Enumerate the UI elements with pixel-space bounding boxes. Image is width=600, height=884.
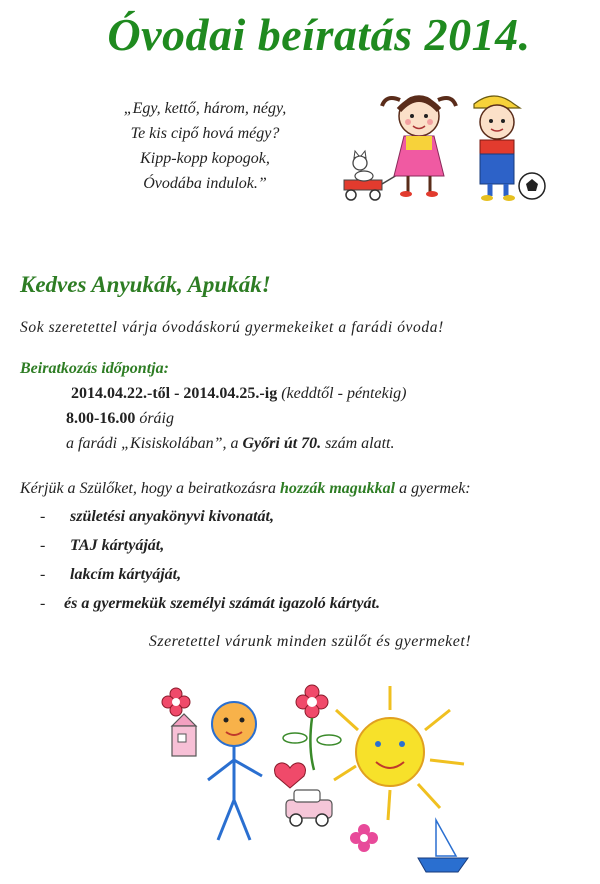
poem xyxy=(60,96,350,196)
list-item-text: és a gyermekük személyi számát igazoló kártyát. xyxy=(64,595,380,612)
enrollment-heading: Beiratkozás időpontja: xyxy=(20,360,169,377)
enrollment-place xyxy=(66,435,395,453)
hours-bold: 8.00-16.00 xyxy=(66,410,136,427)
request-post: a gyermek: xyxy=(399,480,471,497)
list-marker: - xyxy=(40,595,46,612)
boy-icon xyxy=(474,96,520,201)
children-illustration xyxy=(340,88,550,208)
cat-icon xyxy=(353,151,373,181)
list-item-text: születési anyakönyvi kivonatát, xyxy=(70,508,274,525)
place-pre: a farádi „Kisiskolában”, a xyxy=(66,435,239,452)
dates-bold: 2014.04.22.-től - 2014.04.25.-ig xyxy=(71,385,278,402)
flower-stem-icon xyxy=(283,685,341,770)
enrollment-dates xyxy=(71,385,406,403)
enrollment-hours xyxy=(66,410,174,428)
intro-text: Sok szeretettel várja óvodáskorú gyermekeiket a farádi óvoda! xyxy=(20,319,444,336)
list-marker: - xyxy=(40,508,46,525)
car-icon xyxy=(286,790,332,826)
poem-line: Óvodába indulok.” xyxy=(143,175,267,192)
closing-text: Szeretettel várunk minden szülőt és gyermeket! xyxy=(148,633,472,650)
crayon-drawing-illustration xyxy=(150,680,470,884)
dates-note: (keddtől - péntekig) xyxy=(281,385,407,402)
heart-icon xyxy=(275,763,306,788)
request-highlight: hozzák magukkal xyxy=(279,480,396,497)
poem-line: „Egy, kettő, három, négy, xyxy=(123,100,287,117)
list-marker: - xyxy=(40,537,46,554)
address-bold: Győri út 70. xyxy=(242,435,322,452)
soccer-ball-icon xyxy=(519,173,545,199)
request-text xyxy=(20,480,471,498)
flower-icon xyxy=(162,688,190,716)
sun-icon xyxy=(334,686,464,820)
list-item-text: TAJ kártyáját, xyxy=(70,537,165,554)
place-post: szám alatt. xyxy=(325,435,395,452)
list-marker: - xyxy=(40,566,46,583)
child-drawing-icon xyxy=(208,702,262,840)
hours-rest: óráig xyxy=(139,410,174,427)
greeting-heading: Kedves Anyukák, Apukák! xyxy=(20,272,271,297)
list-item-text: lakcím kártyáját, xyxy=(70,566,182,583)
girl-icon xyxy=(382,96,456,197)
poem-line: Te kis cipő hová mégy? xyxy=(130,125,280,142)
poem-line: Kipp-kopp kopogok, xyxy=(140,150,270,167)
house-icon xyxy=(172,714,196,756)
request-pre: Kérjük a Szülőket, hogy a beiratkozásra xyxy=(20,480,276,497)
boat-icon xyxy=(418,820,468,872)
small-flower-icon xyxy=(350,824,378,852)
page-title: Óvodai beíratás 2014. xyxy=(107,9,531,60)
